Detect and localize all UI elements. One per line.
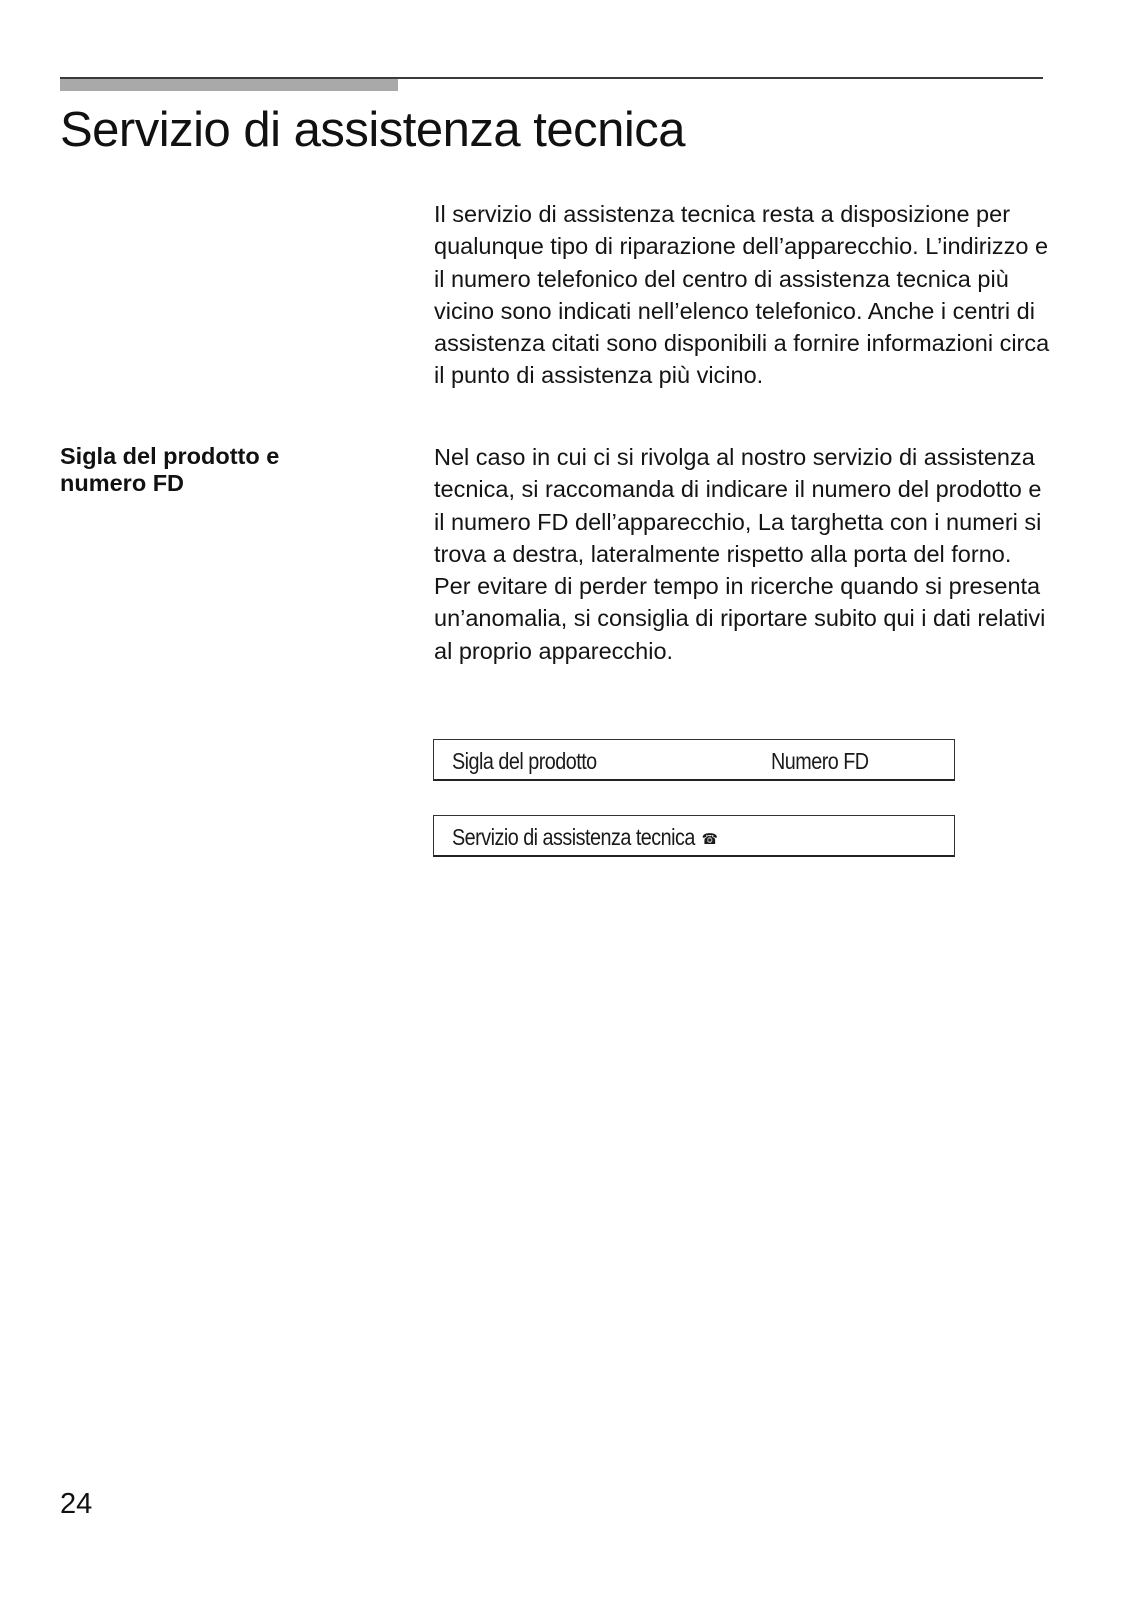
- intro-paragraph: Il servizio di assistenza tecnica resta a disposizione per qualunque tipo di riparazione dell’apparecchio. L’indirizzo e il numero telefonico del centro di assistenza tecnica più vicino sono indicati nell’elenco telefonico. Anche i centri di assistenza citati sono disponibili a fornire informazioni circa il punto di assistenza più vicino.: [434, 201, 1050, 389]
- product-section-heading: Sigla del prodotto e numero FD: [60, 443, 280, 496]
- product-code-label: Sigla del prodotto: [452, 748, 597, 774]
- page-number: 24: [60, 1488, 93, 1520]
- service-label-wrap: [452, 824, 717, 851]
- product-section-paragraph: Nel caso in cui ci si rivolga al nostro servizio di assistenza tecnica, si raccomanda di indicare il numero del prodotto e il numero FD dell’apparecchio, La targhetta con i numeri si trova a destra, lateralmente rispetto alla porta del forno. Per evitare di perder tempo in ricerche quando si presenta un’anomalia, si consiglia di riportare subito qui i dati relativi al proprio apparecchio.: [434, 444, 1046, 664]
- fd-number-label: Numero FD: [771, 748, 869, 774]
- service-info-box: [433, 815, 955, 857]
- header-accent-bar: [60, 79, 398, 91]
- product-info-box: [433, 739, 955, 781]
- service-label: Servizio di assistenza tecnica: [452, 824, 695, 850]
- telephone-icon: ☎: [701, 831, 718, 848]
- page-title: Servizio di assistenza tecnica: [60, 103, 686, 157]
